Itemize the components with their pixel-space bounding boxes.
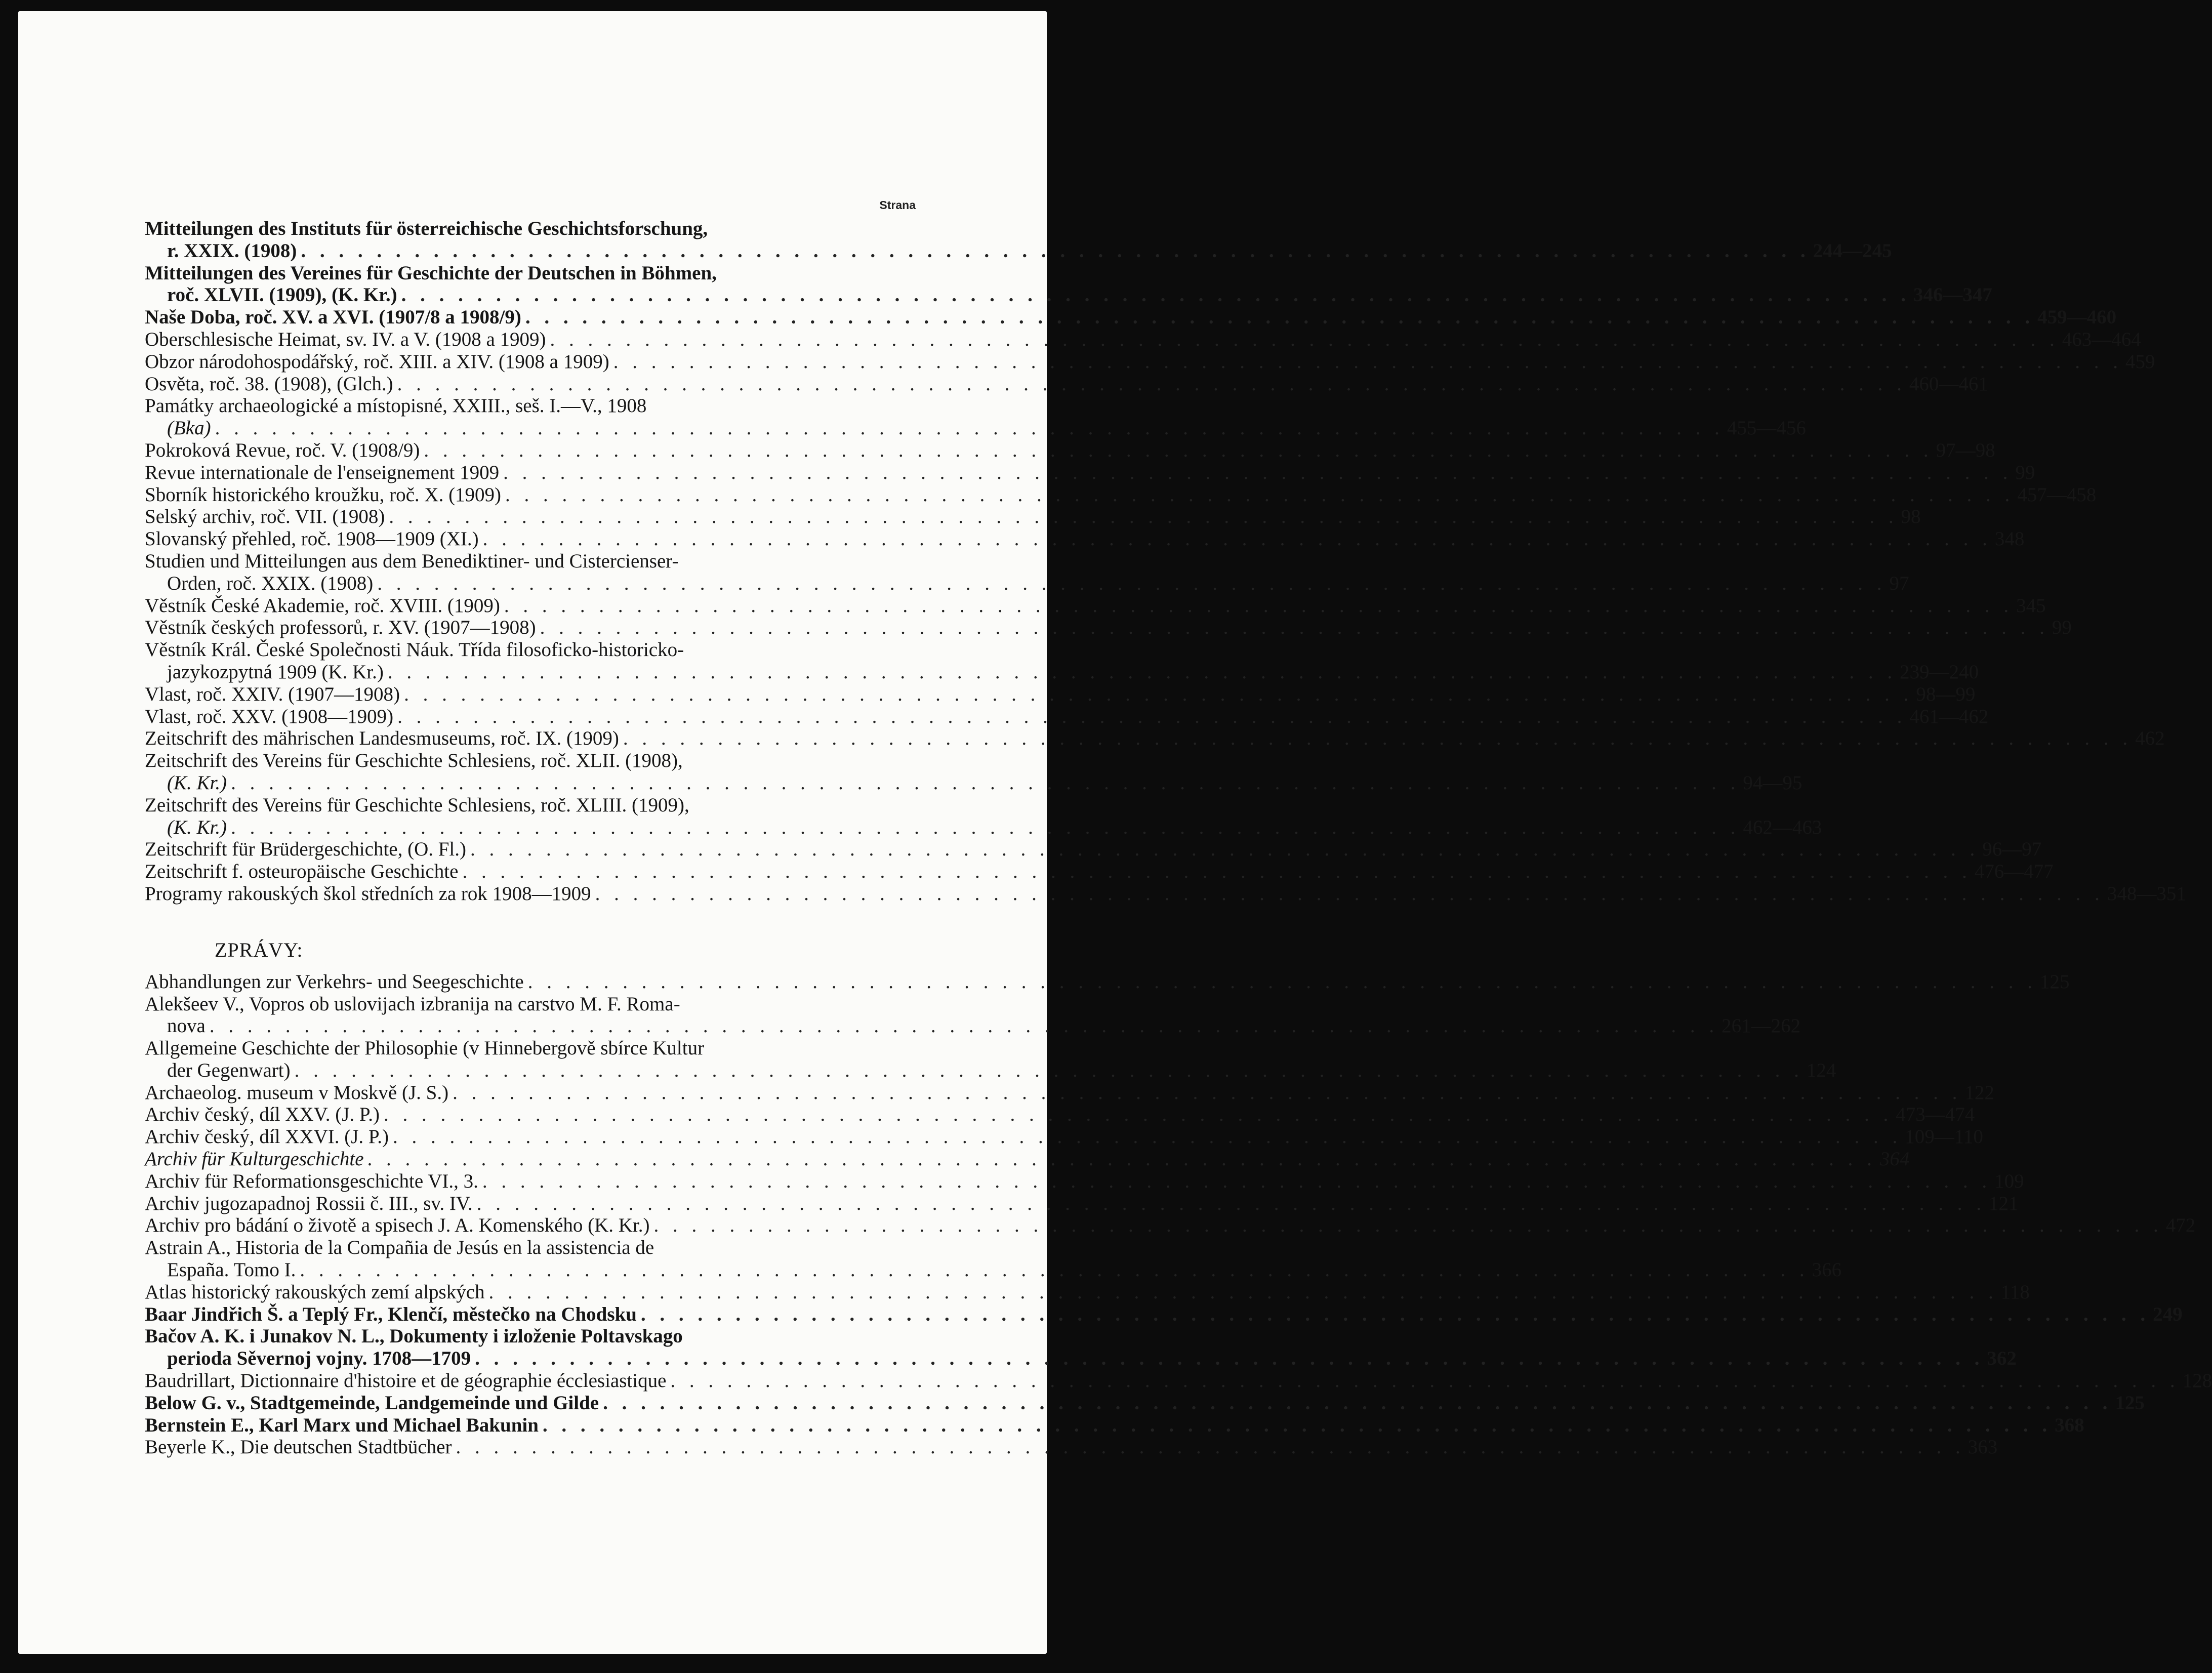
entry-text: Zeitschrift f. osteuropäische Geschichte [145,861,459,883]
page-number: 109 [1994,1170,2024,1192]
page-number: 461—462 [1909,705,1989,727]
entry-line [145,771,1803,794]
dot-leader: . . . . . . . . . . . . . . . . . . . . . . . . . . . . . . . . . . . . . . . . . . . . . . . . . . . . . . . . . . . . . . . . . . . . . . . . . . . . . . . . [475,1348,1984,1370]
dot-leader: . . . . . . . . . . . . . . . . . . . . . . . . . . . . . . . . . . . . . . . . . . . . . . . . . . . . . . . . . . . . . . . . . . . . . . . . . . . . . . . . [393,1126,1902,1148]
page-number: 457—458 [2017,483,2097,506]
page-number: 472 [2165,1214,2196,1237]
dot-leader: . . . . . . . . . . . . . . . . . . . . . . . . . . . . . . . . . . . . . . . . . . . . . . . . . . . . . . . . . . . . . . . . . . . . . . . . . . . . . . . . [540,617,2049,639]
page-number: 363 [1968,1436,1998,1458]
index-content [145,194,2212,1458]
index-entry [145,528,2025,550]
index-entry [145,483,2097,506]
index-entry [145,550,1909,595]
entry-line [145,1259,1842,1281]
page-number: 98—99 [1916,683,1976,705]
entry-title: Památky archaeologické a místopisné, XXIII., seš. I.—V., 1908 [145,395,647,417]
entry-text: Abhandlungen zur Verkehrs- und Seegeschichte [145,970,524,993]
dot-leader: . . . . . . . . . . . . . . . . . . . . . . . . . . . . . . . . . . . . . . . . . . . . . . . . . . . . . . . . . . . . . . . . . . . . . . . . . . . . . . . . [397,705,1907,727]
entry-text: Archiv český, díl XXVI. (J. P.) [145,1126,389,1148]
entry-text: Věstník českých professorů, r. XV. (1907—1908) [145,617,536,639]
index-entry [145,617,2072,639]
entry-line [145,1148,1910,1170]
entry-line [145,1015,1801,1037]
entry-text: roč. XLVII. (1909), (K. Kr.) [167,284,397,306]
entry-line [145,528,2025,550]
entry-text: Below G. v., Stadtgemeinde, Landgemeinde und Gilde [145,1392,599,1414]
dot-leader: . . . . . . . . . . . . . . . . . . . . . . . . . . . . . . . . . . . . . . . . . . . . . . . . . . . . . . . . . . . . . . . . . . . . . . . . . . . . . . . . [550,328,2059,350]
entry-text: (Bka) [167,417,211,439]
entry-line [145,661,1979,683]
entry-line [145,284,1992,306]
entry-title: Mitteilungen des Vereines für Geschichte der Deutschen in Böhmen, [145,262,717,284]
entry-text: Vlast, roč. XXV. (1908—1909) [145,705,394,727]
index-entry [145,750,1803,794]
entry-title: Bačov A. K. i Junakov N. L., Dokumenty i izloženie Poltavskago [145,1325,683,1348]
page-number: 97 [1889,572,1909,594]
entry-line [145,572,1909,595]
periodicals-list [145,194,2186,905]
entry-line [145,373,1988,395]
entry-text: Orden, roč. XXIX. (1908) [167,572,374,594]
dot-leader: . . . . . . . . . . . . . . . . . . . . . . . . . . . . . . . . . . . . . . . . . . . . . . . . . . . . . . . . . . . . . . . . . . . . . . . . . . . . . . . . [462,861,1972,883]
dot-leader: . . . . . . . . . . . . . . . . . . . . . . . . . . . . . . . . . . . . . . . . . . . . . . . . . . . . . . . . . . . . . . . . . . . . . . . . . . . . . . . . [387,661,1897,683]
section-title: ZPRÁVY: [215,938,303,961]
entry-text: Archiv pro bádání o životě a spisech J. A. Komenského (K. Kr.) [145,1214,650,1237]
index-entry [145,1414,2084,1437]
page-number: 462—463 [1743,816,1822,838]
entry-line [145,306,2117,329]
entry-line [145,705,1989,728]
entry-text: r. XXIX. (1908) [167,239,297,262]
entry-line [145,1414,2084,1437]
index-entry [145,350,2155,373]
document-page [18,11,2212,1654]
entry-text: Naše Doba, roč. XV. a XVI. (1907/8 a 1908/9) [145,306,521,329]
entry-line [145,1126,1983,1148]
entry-text: Archiv für Kulturgeschichte [145,1148,364,1170]
page-number: 97—98 [1936,439,1995,461]
entry-text: perioda Sěvernoj vojny. 1708—1709 [167,1348,471,1370]
entry-text: Oberschlesische Heimat, sv. IV. a V. (1908 a 1909) [145,328,546,350]
entry-text: (K. Kr.) [167,816,227,838]
entry-line [145,1059,1836,1082]
dot-leader: . . . . . . . . . . . . . . . . . . . . . . . . . . . . . . . . . . . . . . . . . . . . . . . . . . . . . . . . . . . . . . . . . . . . . . . . . . . . . . . . [367,1148,1877,1170]
page-number: 98 [1901,506,1921,528]
entry-text: (K. Kr.) [167,771,227,794]
entry-text: Archiv für Reformationsgeschichte VI., 3. [145,1170,478,1192]
page-number: 364 [1879,1148,1910,1170]
entry-text: Beyerle K., Die deutschen Stadtbücher [145,1436,452,1458]
entry-text: Archaeolog. museum v Moskvě (J. S.) [145,1081,449,1104]
dot-leader: . . . . . . . . . . . . . . . . . . . . . . . . . . . . . . . . . . . . . . . . . . . . . . . . . . . . . . . . . . . . . . . . . . . . . . . . . . . . . . . . [301,239,1810,262]
entry-line [145,683,1976,706]
dot-leader: . . . . . . . . . . . . . . . . . . . . . . . . . . . . . . . . . . . . . . . . . . . . . . . . . . . . . . . . . . . . . . . . . . . . . . . . . . . . . . . . [231,816,1740,838]
index-entry [145,639,1979,683]
index-entry [145,1081,1994,1104]
index-entry [145,306,2117,329]
entry-line [145,1281,2030,1303]
dot-leader: . . . . . . . . . . . . . . . . . . . . . . . . . . . . . . . . . . . . . . . . . . . . . . . . . . . . . . . . . . . . . . . . . . . . . . . . . . . . . . . . [215,417,1724,439]
dot-leader: . . . . . . . . . . . . . . . . . . . . . . . . . . . . . . . . . . . . . . . . . . . . . . . . . . . . . . . . . . . . . . . . . . . . . . . . . . . . . . . . [482,528,1992,550]
entry-text: Sborník historického kroužku, roč. X. (1909) [145,483,502,506]
dot-leader: . . . . . . . . . . . . . . . . . . . . . . . . . . . . . . . . . . . . . . . . . . . . . . . . . . . . . . . . . . . . . . . . . . . . . . . . . . . . . . . . [389,506,1898,528]
index-entry [145,1170,2024,1193]
page-number: 460—461 [1909,373,1988,395]
entry-text: Osvěta, roč. 38. (1908), (Glch.) [145,373,393,395]
page-number: 244—245 [1813,239,1892,262]
index-entry [145,861,2054,883]
index-entry [145,218,1892,262]
index-entry [145,262,1992,307]
index-entry [145,727,2165,750]
entry-title: Zeitschrift des Vereins für Geschichte Schlesiens, roč. XLII. (1908), [145,750,683,772]
page-number: 346—347 [1913,284,1992,306]
index-entry [145,461,2035,484]
entry-title: Zeitschrift des Vereins für Geschichte Schlesiens, roč. XLIII. (1909), [145,794,689,816]
dot-leader: . . . . . . . . . . . . . . . . . . . . . . . . . . . . . . . . . . . . . . . . . . . . . . . . . . . . . . . . . . . . . . . . . . . . . . . . . . . . . . . . [595,882,2104,905]
dot-leader: . . . . . . . . . . . . . . . . . . . . . . . . . . . . . . . . . . . . . . . . . . . . . . . . . . . . . . . . . . . . . . . . . . . . . . . . . . . . . . . . [504,594,2014,617]
dot-leader: . . . . . . . . . . . . . . . . . . . . . . . . . . . . . . . . . . . . . . . . . . . . . . . . . . . . . . . . . . . . . . . . . . . . . . . . . . . . . . . . [603,1392,2112,1414]
entry-text: Baudrillart, Dictionnaire d'histoire et de géographie écclesiastique [145,1370,667,1392]
dot-leader: . . . . . . . . . . . . . . . . . . . . . . . . . . . . . . . . . . . . . . . . . . . . . . . . . . . . . . . . . . . . . . . . . . . . . . . . . . . . . . . . [488,1281,1998,1303]
page-number: 473—474 [1896,1104,1975,1126]
dot-leader: . . . . . . . . . . . . . . . . . . . . . . . . . . . . . . . . . . . . . . . . . . . . . . . . . . . . . . . . . . . . . . . . . . . . . . . . . . . . . . . . [401,284,1910,306]
entry-text: Věstník České Akademie, roč. XVIII. (1909) [145,594,500,617]
dot-leader: . . . . . . . . . . . . . . . . . . . . . . . . . . . . . . . . . . . . . . . . . . . . . . . . . . . . . . . . . . . . . . . . . . . . . . . . . . . . . . . . [470,838,1980,861]
page-number: 125 [2039,970,2070,993]
entry-text: Bernstein E., Karl Marx und Michael Bakunin [145,1414,539,1436]
page-number: 368 [2055,1414,2084,1436]
entry-line [145,1370,2212,1392]
index-entry [145,1281,2030,1303]
entry-line [145,239,1892,262]
dot-leader: . . . . . . . . . . . . . . . . . . . . . . . . . . . . . . . . . . . . . . . . . . . . . . . . . . . . . . . . . . . . . . . . . . . . . . . . . . . . . . . . [640,1303,2150,1325]
index-entry [145,1104,1975,1126]
dot-leader: . . . . . . . . . . . . . . . . . . . . . . . . . . . . . . . . . . . . . . . . . . . . . . . . . . . . . . . . . . . . . . . . . . . . . . . . . . . . . . . . [300,1259,1809,1281]
dot-leader: . . . . . . . . . . . . . . . . . . . . . . . . . . . . . . . . . . . . . . . . . . . . . . . . . . . . . . . . . . . . . . . . . . . . . . . . . . . . . . . . [670,1370,2180,1392]
dot-leader: . . . . . . . . . . . . . . . . . . . . . . . . . . . . . . . . . . . . . . . . . . . . . . . . . . . . . . . . . . . . . . . . . . . . . . . . . . . . . . . . [623,727,2133,750]
entry-title: Mitteilungen des Instituts für österreichische Geschichtsforschung, [145,218,708,239]
entry-text: nova [167,1015,206,1037]
entry-text: España. Tomo I. [167,1259,296,1281]
page-number: 348—351 [2107,882,2186,905]
entry-line [145,506,1921,528]
dot-leader: . . . . . . . . . . . . . . . . . . . . . . . . . . . . . . . . . . . . . . . . . . . . . . . . . . . . . . . . . . . . . . . . . . . . . . . . . . . . . . . . [503,461,2013,483]
entry-line [145,594,2046,617]
dot-leader: . . . . . . . . . . . . . . . . . . . . . . . . . . . . . . . . . . . . . . . . . . . . . . . . . . . . . . . . . . . . . . . . . . . . . . . . . . . . . . . . [653,1214,2163,1237]
entry-title: Věstník Král. České Společnosti Náuk. Třída filosoficko-historicko- [145,639,684,661]
page-number: 459 [2125,350,2155,373]
entry-line [145,861,2054,883]
page-number: 128 [2182,1370,2212,1392]
dot-leader: . . . . . . . . . . . . . . . . . . . . . . . . . . . . . . . . . . . . . . . . . . . . . . . . . . . . . . . . . . . . . . . . . . . . . . . . . . . . . . . . [525,306,2035,329]
page-number: 348 [1994,528,2025,550]
entry-line [145,970,2070,993]
entry-text: Zeitschrift des mährischen Landesmuseums, roč. IX. (1909) [145,727,619,750]
page-number: 249 [2153,1303,2183,1325]
index-entry [145,794,1822,839]
index-entry [145,1126,1983,1148]
index-entry [145,1370,2212,1392]
index-entry [145,1148,1910,1170]
page-number: 96—97 [1982,838,2042,861]
index-entry [145,1436,1998,1458]
index-entry [145,1237,1842,1281]
entry-line [145,1348,2017,1370]
index-entry [145,838,2042,861]
page-number: 459—460 [2037,306,2117,329]
index-entry [145,1037,1836,1082]
dot-leader: . . . . . . . . . . . . . . . . . . . . . . . . . . . . . . . . . . . . . . . . . . . . . . . . . . . . . . . . . . . . . . . . . . . . . . . . . . . . . . . . [482,1170,1992,1192]
entry-line [145,727,2165,750]
entry-line [145,838,2042,861]
page-number: 455—456 [1727,417,1806,439]
index-entry [145,1192,2019,1215]
entry-line [145,417,1806,439]
index-entry [145,395,1806,439]
entry-text: Programy rakouských škol středních za rok 1908—1909 [145,882,591,905]
page-number: 462 [2135,727,2165,750]
entry-text: Slovanský přehled, roč. 1908—1909 (XI.) [145,528,479,550]
entry-text: Pokroková Revue, roč. V. (1908/9) [145,439,420,461]
dot-leader: . . . . . . . . . . . . . . . . . . . . . . . . . . . . . . . . . . . . . . . . . . . . . . . . . . . . . . . . . . . . . . . . . . . . . . . . . . . . . . . . [613,350,2122,373]
dot-leader: . . . . . . . . . . . . . . . . . . . . . . . . . . . . . . . . . . . . . . . . . . . . . . . . . . . . . . . . . . . . . . . . . . . . . . . . . . . . . . . . [505,483,2015,506]
entry-text: Obzor národohospodářský, roč. XIII. a XIV. (1908 a 1909) [145,350,609,373]
index-entry [145,1325,2017,1370]
index-entry [145,970,2070,993]
page-column-header: Strana [879,198,916,212]
index-entry [145,328,2141,351]
dot-leader: . . . . . . . . . . . . . . . . . . . . . . . . . . . . . . . . . . . . . . . . . . . . . . . . . . . . . . . . . . . . . . . . . . . . . . . . . . . . . . . . [377,572,1887,594]
entry-line [145,1170,2024,1193]
page-number: 261—262 [1722,1015,1801,1037]
entry-text: Zeitschrift für Brüdergeschichte, (O. Fl.) [145,838,467,861]
entry-text: Atlas historický rakouských zemí alpských [145,1281,485,1303]
page-number: 124 [1806,1059,1836,1081]
index-entry [145,993,1801,1038]
index-entry [145,439,1995,462]
entry-line [145,328,2141,351]
dot-leader: . . . . . . . . . . . . . . . . . . . . . . . . . . . . . . . . . . . . . . . . . . . . . . . . . . . . . . . . . . . . . . . . . . . . . . . . . . . . . . . . [424,439,1933,461]
entry-text: Vlast, roč. XXIV. (1907—1908) [145,683,400,705]
dot-leader: . . . . . . . . . . . . . . . . . . . . . . . . . . . . . . . . . . . . . . . . . . . . . . . . . . . . . . . . . . . . . . . . . . . . . . . . . . . . . . . . [231,771,1740,794]
page-number: 99 [2052,617,2072,639]
page-number: 118 [2000,1281,2030,1303]
reports-list [145,970,2212,1459]
entry-line [145,617,2072,639]
dot-leader: . . . . . . . . . . . . . . . . . . . . . . . . . . . . . . . . . . . . . . . . . . . . . . . . . . . . . . . . . . . . . . . . . . . . . . . . . . . . . . . . [527,970,2037,993]
index-entry [145,594,2046,617]
entry-line [145,1214,2196,1237]
entry-line [145,816,1822,839]
page-number: 345 [2016,594,2046,617]
entry-line [145,350,2155,373]
entry-line [145,483,2097,506]
page-number: 94—95 [1743,771,1803,794]
dot-leader: . . . . . . . . . . . . . . . . . . . . . . . . . . . . . . . . . . . . . . . . . . . . . . . . . . . . . . . . . . . . . . . . . . . . . . . . . . . . . . . . [456,1436,1965,1458]
index-entry [145,1392,2145,1414]
entry-line [145,1081,1994,1104]
index-entry [145,683,1976,706]
entry-text: Selský archiv, roč. VII. (1908) [145,506,385,528]
entry-text: Baar Jindřich Š. a Teplý Fr., Klenčí, městečko na Chodsku [145,1303,637,1325]
entry-text: Revue internationale de l'enseignement 1909 [145,461,500,483]
dot-leader: . . . . . . . . . . . . . . . . . . . . . . . . . . . . . . . . . . . . . . . . . . . . . . . . . . . . . . . . . . . . . . . . . . . . . . . . . . . . . . . . [209,1015,1719,1037]
entry-title: Astrain A., Historia de la Compañia de Jesús en la assistencia de [145,1237,654,1259]
dot-leader: . . . . . . . . . . . . . . . . . . . . . . . . . . . . . . . . . . . . . . . . . . . . . . . . . . . . . . . . . . . . . . . . . . . . . . . . . . . . . . . . [397,373,1906,395]
dot-leader: . . . . . . . . . . . . . . . . . . . . . . . . . . . . . . . . . . . . . . . . . . . . . . . . . . . . . . . . . . . . . . . . . . . . . . . . . . . . . . . . [404,683,1913,705]
entry-line [145,1436,1998,1458]
index-entry [145,1214,2196,1237]
index-entry [145,1303,2183,1326]
page-number: 121 [1988,1192,2019,1214]
index-entry [145,506,1921,528]
page-number: 463—464 [2062,328,2141,350]
page-number: 239—240 [1900,661,1979,683]
dot-leader: . . . . . . . . . . . . . . . . . . . . . . . . . . . . . . . . . . . . . . . . . . . . . . . . . . . . . . . . . . . . . . . . . . . . . . . . . . . . . . . . [476,1192,1986,1214]
entry-line [145,1192,2019,1215]
page-number: 99 [2015,461,2035,483]
dot-leader: . . . . . . . . . . . . . . . . . . . . . . . . . . . . . . . . . . . . . . . . . . . . . . . . . . . . . . . . . . . . . . . . . . . . . . . . . . . . . . . . [542,1414,2052,1436]
dot-leader: . . . . . . . . . . . . . . . . . . . . . . . . . . . . . . . . . . . . . . . . . . . . . . . . . . . . . . . . . . . . . . . . . . . . . . . . . . . . . . . . [453,1081,1962,1104]
page-number: 362 [1987,1348,2017,1370]
entry-line [145,1392,2145,1414]
page-number: 476—477 [1974,861,2054,883]
dot-leader: . . . . . . . . . . . . . . . . . . . . . . . . . . . . . . . . . . . . . . . . . . . . . . . . . . . . . . . . . . . . . . . . . . . . . . . . . . . . . . . . [294,1059,1804,1081]
entry-line [145,882,2186,905]
entry-text: der Gegenwart) [167,1059,291,1081]
entry-title: Studien und Mitteilungen aus dem Benediktiner- und Cistercienser- [145,550,679,572]
entry-line [145,439,1995,462]
page-number: 366 [1812,1259,1842,1281]
entry-title: Alekšeev V., Vopros ob uslovijach izbranija na carstvo M. F. Roma- [145,993,680,1015]
dot-leader: . . . . . . . . . . . . . . . . . . . . . . . . . . . . . . . . . . . . . . . . . . . . . . . . . . . . . . . . . . . . . . . . . . . . . . . . . . . . . . . . [384,1104,1893,1126]
index-entry [145,373,1988,395]
page-number: 122 [1964,1081,1994,1104]
index-entry [145,882,2186,905]
entry-line [145,1104,1975,1126]
index-entry [145,705,1989,728]
page-number: 109—110 [1905,1126,1983,1148]
entry-text: jazykozpytná 1909 (K. Kr.) [167,661,384,683]
entry-title: Allgemeine Geschichte der Philosophie (v Hinnebergově sbírce Kultur [145,1037,705,1059]
entry-text: Archiv český, díl XXV. (J. P.) [145,1104,380,1126]
page-number: 125 [2115,1392,2145,1414]
entry-line [145,461,2035,484]
entry-text: Archiv jugozapadnoj Rossii č. III., sv. IV. [145,1192,473,1214]
entry-line [145,1303,2183,1326]
